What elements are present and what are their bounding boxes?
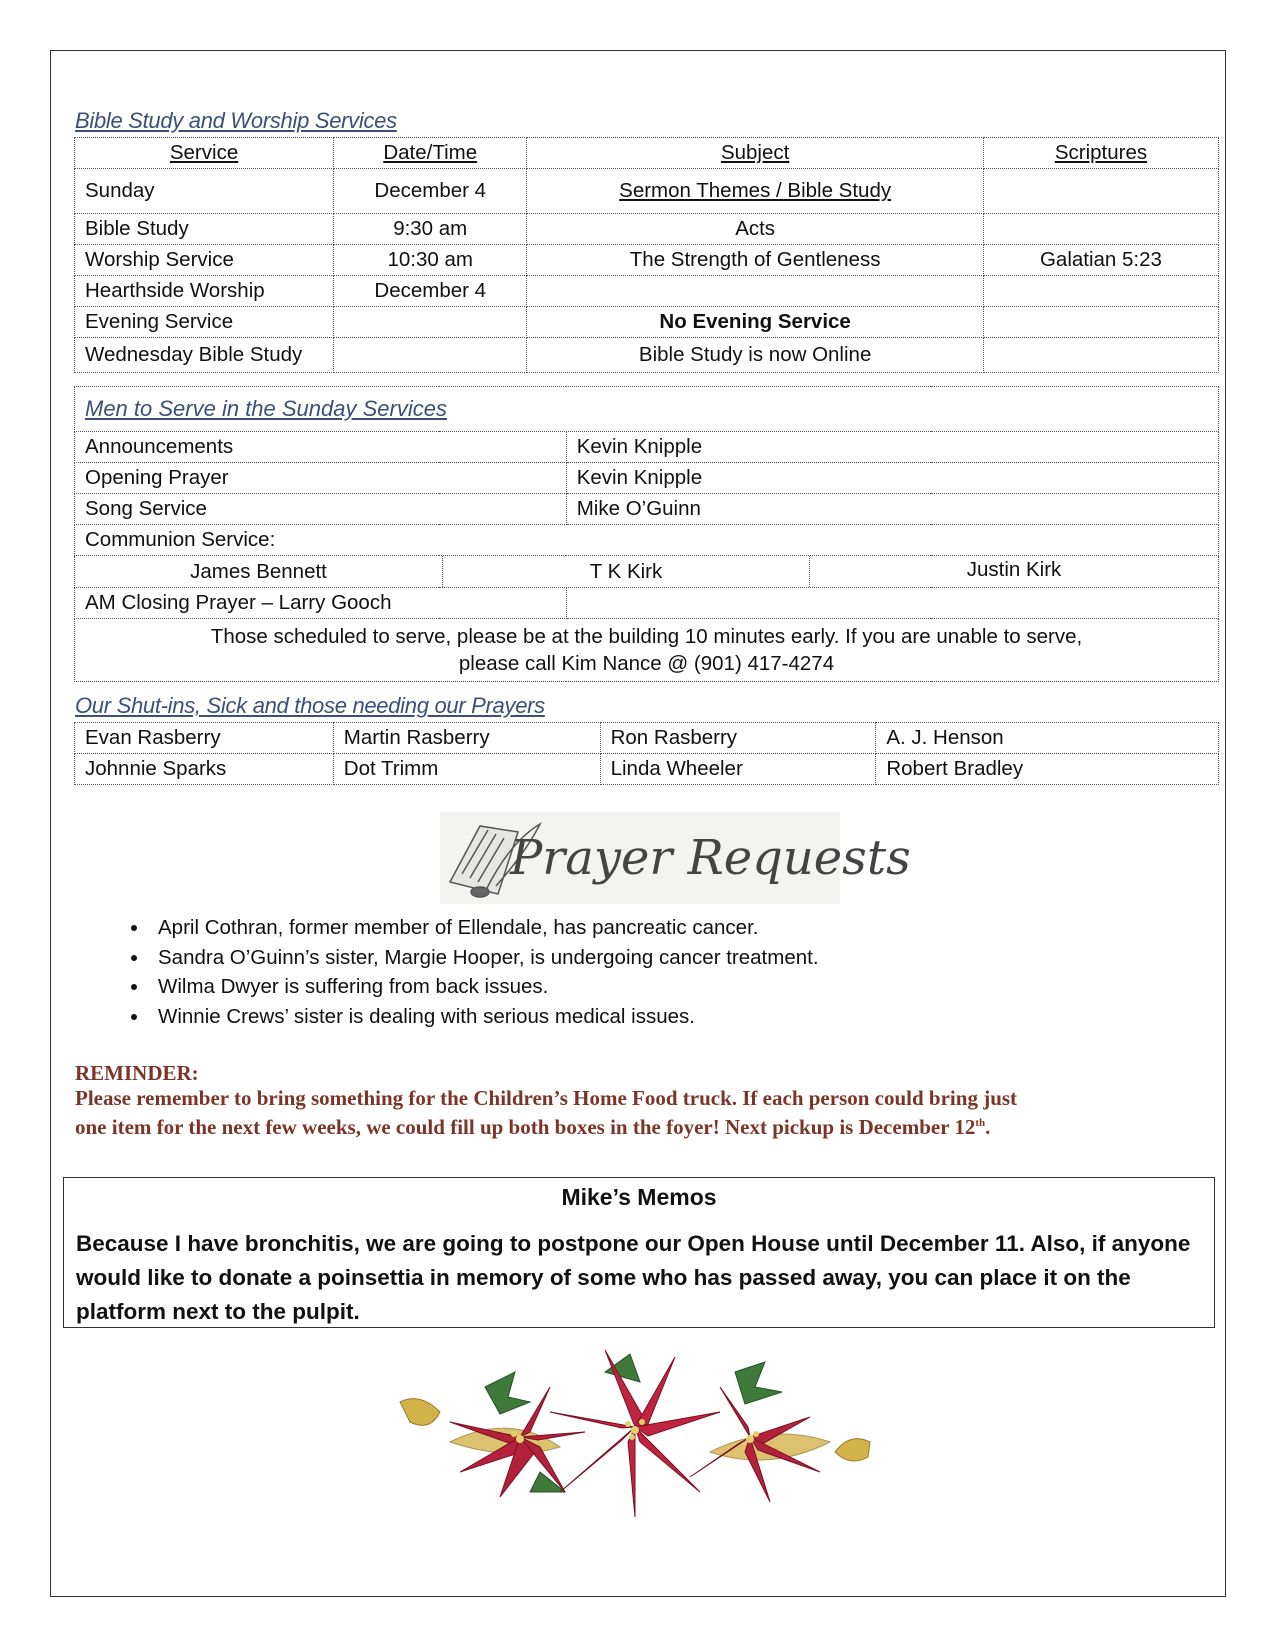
table-row — [75, 432, 1219, 463]
prayer-request-list — [110, 913, 819, 1031]
reminder-superscript: th — [975, 1117, 986, 1129]
service-cell: Evening Service — [75, 307, 334, 338]
poinsettia-illustration — [390, 1342, 880, 1522]
duty-name: Kevin Knipple — [566, 432, 1218, 463]
scriptures-cell — [983, 169, 1218, 214]
prayer-requests-logo — [440, 812, 911, 904]
shutin-name: Ron Rasberry — [600, 723, 876, 754]
communion-names — [75, 556, 1218, 587]
header-datetime: Date/Time — [334, 138, 527, 169]
reminder-line2 — [75, 1111, 1205, 1140]
header-service: Service — [75, 138, 334, 169]
duty-role: Song Service — [75, 494, 567, 525]
duty-role: Announcements — [75, 432, 567, 463]
subject-cell — [527, 276, 984, 307]
table-header-row — [75, 138, 1219, 169]
section-title-cell — [75, 387, 1219, 432]
datetime-cell — [334, 307, 527, 338]
shutin-name: Evan Rasberry — [75, 723, 334, 754]
header-scriptures: Scriptures — [983, 138, 1218, 169]
communion-label: Communion Service: — [75, 525, 1219, 556]
list-item: • Sandra O’Guinn’s sister, Margie Hooper, is undergoing cancer treatment. — [150, 943, 819, 973]
table-row — [75, 723, 1219, 754]
service-cell: Bible Study — [75, 214, 334, 245]
reminder-end: . — [985, 1115, 991, 1139]
logo-text: Prayer Requests — [510, 830, 911, 886]
services-section-title: Bible Study and Worship Services — [75, 108, 397, 133]
table-row — [75, 338, 1219, 373]
serve-note-line2: please call Kim Nance @ (901) 417-4274 — [458, 652, 835, 675]
communion-name: T K Kirk — [443, 556, 810, 587]
scriptures-cell — [983, 338, 1218, 373]
table-row — [75, 169, 1219, 214]
subject-cell: Acts — [527, 214, 984, 245]
table-row — [75, 754, 1219, 785]
reminder-line1: Please remember to bring something for the Children’s Home Food truck. If each person could bring just — [75, 1086, 1018, 1110]
shutin-name: Martin Rasberry — [333, 723, 600, 754]
subject-cell: No Evening Service — [527, 307, 984, 338]
duty-name: Kevin Knipple — [566, 463, 1218, 494]
datetime-cell: December 4 — [334, 276, 527, 307]
list-item: • Winnie Crews’ sister is dealing with serious medical issues. — [150, 1002, 819, 1032]
shutin-name: Robert Bradley — [876, 754, 1219, 785]
scriptures-cell — [983, 307, 1218, 338]
shutins-section-title: Our Shut-ins, Sick and those needing our Prayers — [75, 693, 545, 718]
header-subject: Subject — [527, 138, 984, 169]
subject-cell: Sermon Themes / Bible Study — [527, 169, 984, 214]
empty-cell — [566, 588, 1218, 619]
shutin-name: Johnnie Sparks — [75, 754, 334, 785]
memos-title: Mike’s Memos — [561, 1184, 717, 1210]
reminder-label: REMINDER: — [75, 1061, 199, 1085]
datetime-cell: 9:30 am — [334, 214, 527, 245]
section-title-row — [75, 387, 1219, 432]
closing-prayer: AM Closing Prayer – Larry Gooch — [75, 588, 567, 619]
duty-name: Mike O’Guinn — [566, 494, 1218, 525]
subject-cell: Bible Study is now Online — [527, 338, 984, 373]
table-row — [75, 588, 1219, 619]
table-row — [75, 245, 1219, 276]
subject-cell: The Strength of Gentleness — [527, 245, 984, 276]
memos-body: Because I have bronchitis, we are going to postpone our Open House until December 11. Also, if anyone would like to donate a poinsettia in memory of some who has passed away, you can place it on the platform next to the pulpit. — [76, 1231, 1191, 1324]
shutins-table — [74, 722, 1219, 785]
service-cell: Wednesday Bible Study — [75, 338, 334, 373]
scriptures-cell — [983, 214, 1218, 245]
datetime-cell: December 4 — [334, 169, 527, 214]
service-cell: Worship Service — [75, 245, 334, 276]
scriptures-cell — [983, 276, 1218, 307]
service-cell: Hearthside Worship — [75, 276, 334, 307]
memos-box — [63, 1177, 1215, 1328]
serve-note-line1: Those scheduled to serve, please be at the building 10 minutes early. If you are unable to serve, — [210, 625, 1083, 648]
reminder-block — [75, 1061, 1205, 1140]
table-row — [75, 214, 1219, 245]
communion-name: Justin Kirk — [966, 558, 1062, 581]
table-row — [75, 463, 1219, 494]
note-row — [75, 619, 1219, 682]
table-row — [75, 276, 1219, 307]
reminder-line2-text: one item for the next few weeks, we could fill up both boxes in the foyer! Next pickup is December 12 — [75, 1115, 976, 1139]
table-row — [75, 494, 1219, 525]
list-item: • Wilma Dwyer is suffering from back issues. — [150, 972, 819, 1002]
shutin-name: Dot Trimm — [333, 754, 600, 785]
men-section-title: Men to Serve in the Sunday Services — [85, 396, 447, 421]
table-row — [75, 525, 1219, 556]
shutin-name: A. J. Henson — [876, 723, 1219, 754]
services-table — [74, 137, 1219, 373]
duty-role: Opening Prayer — [75, 463, 567, 494]
datetime-cell — [334, 338, 527, 373]
scriptures-cell: Galatian 5:23 — [983, 245, 1218, 276]
serve-note — [75, 619, 1219, 682]
list-item: • April Cothran, former member of Ellendale, has pancreatic cancer. — [150, 913, 819, 943]
communion-names-row — [75, 556, 1219, 588]
datetime-cell: 10:30 am — [334, 245, 527, 276]
men-to-serve-table — [74, 386, 1219, 682]
service-cell: Sunday — [75, 169, 334, 214]
table-row — [75, 307, 1219, 338]
shutin-name: Linda Wheeler — [600, 754, 876, 785]
communion-name: James Bennett — [75, 556, 443, 587]
